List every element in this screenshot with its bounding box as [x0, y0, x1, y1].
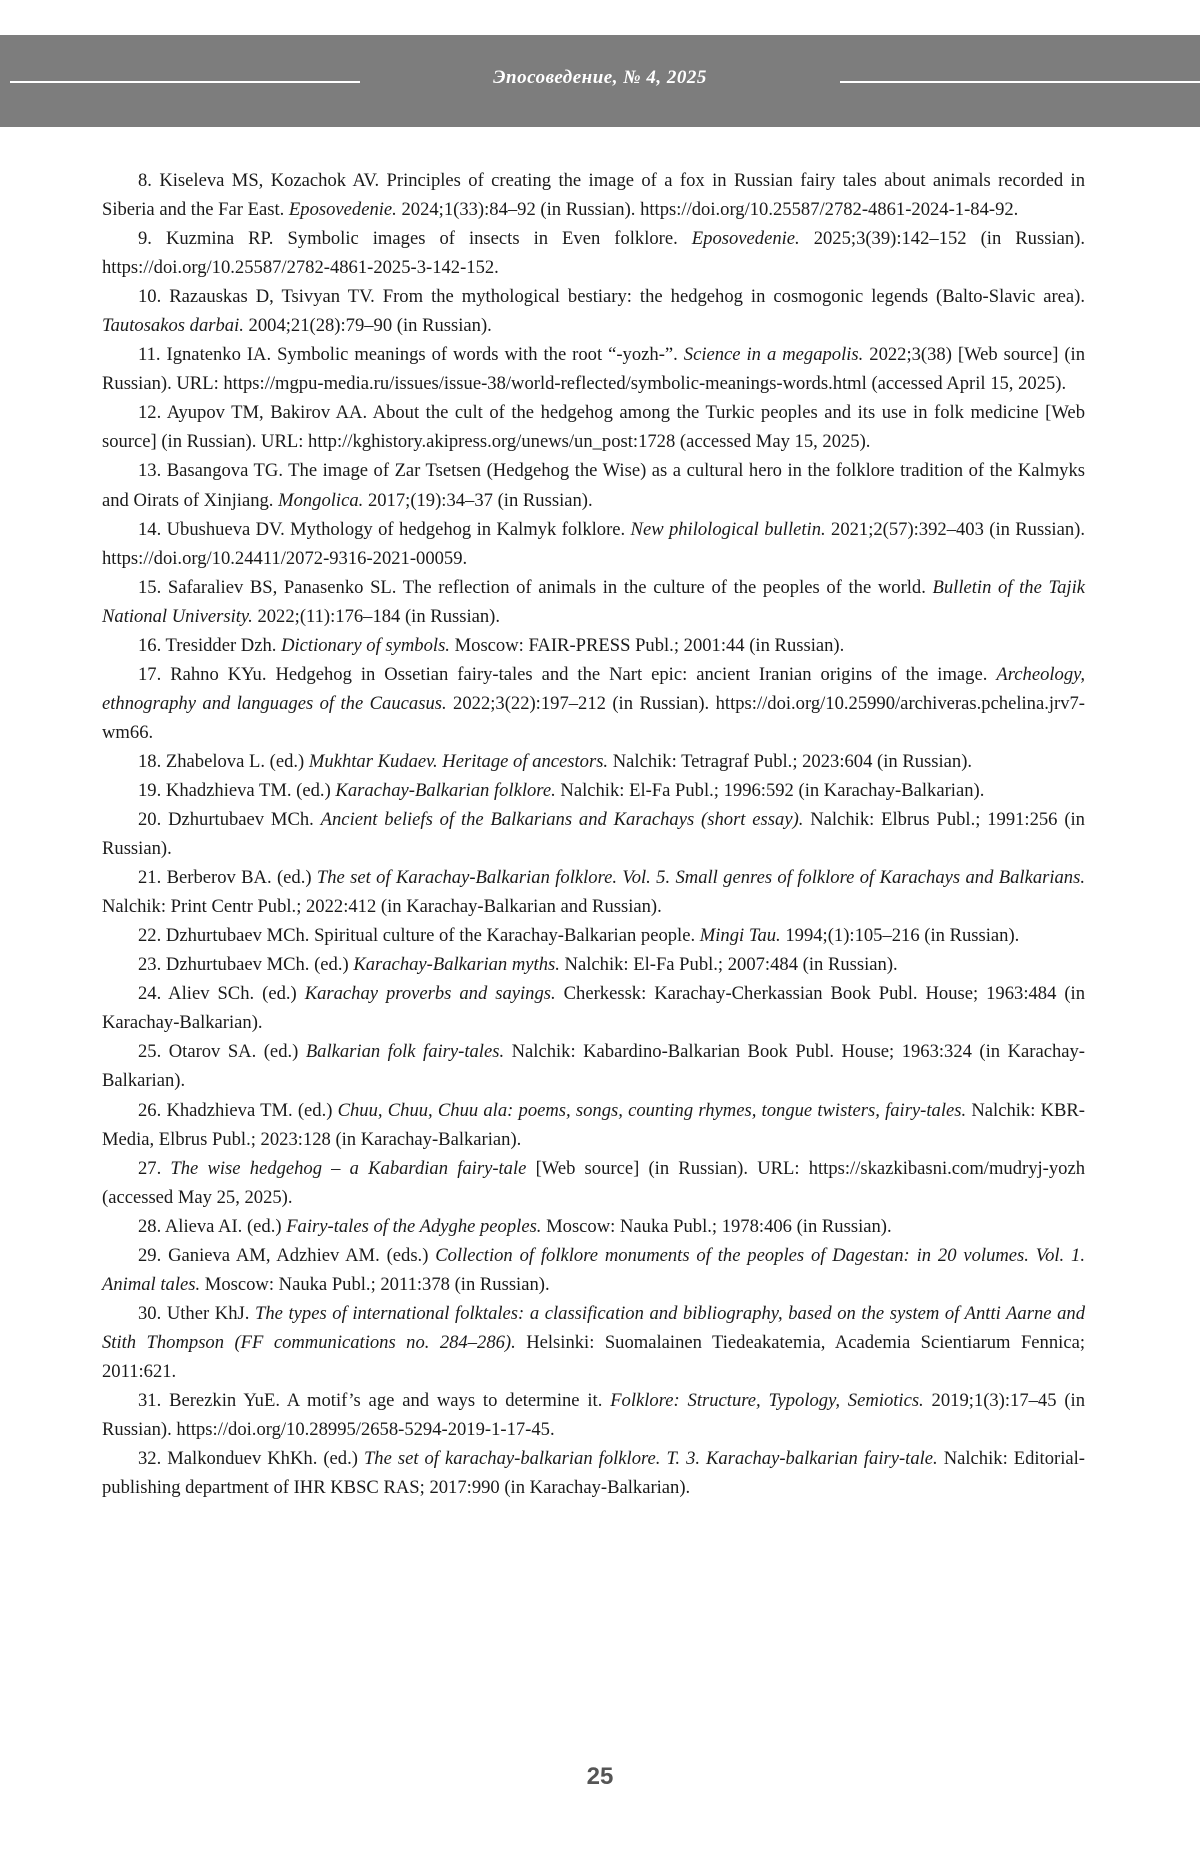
reference-text-part: 2017;(19):34–37 (in Russian).	[363, 489, 593, 511]
reference-text-part: 2022;(11):176–184 (in Russian).	[252, 605, 501, 627]
reference-item	[102, 776, 1085, 805]
reference-text-part: Moscow: FAIR-PRESS Publ.; 2001:44 (in Russian).	[449, 634, 845, 656]
reference-item	[102, 1037, 1085, 1095]
reference-italic-part: Balkarian folk fairy-tales.	[305, 1041, 505, 1063]
reference-italic-part: Mongolica.	[278, 489, 364, 511]
reference-item	[102, 863, 1085, 921]
reference-text-part: 2025;3(39):142–152 (in Russian). https://doi.org/10.25587/2782-4861-2025-3-142-152.	[102, 228, 1085, 279]
reference-italic-part: Collection of folklore monuments of the peoples of Dagestan: in 20 volumes. Vol. 1. Animal tales.	[102, 1244, 1085, 1295]
reference-italic-part: Tautosakos darbai.	[102, 315, 244, 337]
reference-text-part: 26. Khadzhieva TM. (ed.)	[138, 1099, 338, 1121]
reference-item	[102, 660, 1085, 747]
reference-text-part: 16. Tresidder Dzh.	[138, 634, 282, 656]
reference-text-part: 28. Alieva AI. (ed.)	[138, 1215, 287, 1237]
reference-text-part: 20. Dzhurtubaev MCh.	[138, 809, 321, 831]
reference-text-part: Moscow: Nauka Publ.; 1978:406 (in Russian).	[541, 1215, 892, 1237]
reference-item	[102, 950, 1085, 979]
page-number: 25	[586, 1763, 614, 1790]
reference-italic-part: Karachay-Balkarian myths.	[353, 954, 560, 976]
reference-text-part: 1994;(1):105–216 (in Russian).	[780, 925, 1020, 947]
reference-item	[102, 1241, 1085, 1299]
reference-text-part: 2022;3(22):197–212 (in Russian). https://doi.org/10.25990/archiveras.pchelina.jrv7-wm66.	[102, 692, 1085, 743]
reference-text-part: 2019;1(3):17–45 (in Russian). https://doi.org/10.28995/2658-5294-2019-1-17-45.	[102, 1389, 1086, 1441]
reference-item	[102, 456, 1085, 514]
reference-text-part: 29. Ganieva AM, Adzhiev AM. (eds.)	[138, 1244, 436, 1266]
reference-text-part: 2004;21(28):79–90 (in Russian).	[243, 315, 492, 337]
reference-italic-part: The types of international folktales: a classification and bibliography, based on the system of Antti Aarne and Stith Thompson (FF communications no. 284–286).	[102, 1302, 1085, 1353]
reference-text-part: 21. Berberov BA. (ed.)	[138, 867, 317, 889]
reference-text-part: 9. Kuzmina RP. Symbolic images of insects in Even folklore.	[138, 228, 692, 250]
reference-italic-part: Karachay proverbs and sayings.	[304, 983, 556, 1005]
reference-item	[102, 340, 1085, 398]
reference-italic-part: The set of Karachay-Balkarian folklore. Vol. 5. Small genres of folklore of Karachays and Balkarians.	[316, 867, 1085, 889]
reference-text-part: 32. Malkonduev KhKh. (ed.)	[138, 1448, 364, 1470]
reference-italic-part: Eposovedenie.	[691, 228, 800, 250]
reference-text-part: 17. Rahno KYu. Hedgehog in Ossetian fairy-tales and the Nart epic: ancient Iranian origins of the image.	[138, 663, 997, 685]
header-rule-left	[10, 81, 360, 83]
reference-italic-part: Mingi Tau.	[699, 925, 781, 947]
reference-item	[102, 398, 1085, 456]
reference-text-part: Nalchik: El-Fa Publ.; 1996:592 (in Karachay-Balkarian).	[555, 779, 985, 801]
reference-italic-part: The wise hedgehog – a Kabardian fairy-tale	[170, 1157, 527, 1179]
reference-text-part: Nalchik: Print Centr Publ.; 2022:412 (in Karachay-Balkarian and Russian).	[102, 896, 662, 918]
journal-title: Эпосоведение, № 4, 2025	[493, 67, 707, 88]
reference-italic-part: Fairy-tales of the Adyghe peoples.	[286, 1215, 542, 1237]
reference-item	[102, 1096, 1085, 1154]
reference-text-part: 19. Khadzhieva TM. (ed.)	[138, 779, 336, 801]
reference-italic-part: Archeology, ethnography and languages of the Caucasus.	[102, 663, 1085, 714]
reference-italic-part: Chuu, Chuu, Chuu ala: poems, songs, counting rhymes, tongue twisters, fairy-tales.	[337, 1099, 967, 1121]
reference-item	[102, 282, 1085, 340]
reference-text-part: Helsinki: Suomalainen Tiedeakatemia, Academia Scientiarum Fennica; 2011:621.	[102, 1331, 1085, 1382]
reference-text-part: 14. Ubushueva DV. Mythology of hedgehog in Kalmyk folklore.	[138, 518, 631, 540]
reference-text-part: Nalchik: Editorial-publishing department of IHR KBSC RAS; 2017:990 (in Karachay-Balkarian).	[102, 1448, 1085, 1499]
reference-item	[102, 1299, 1085, 1386]
reference-text-part: Nalchik: Tetragraf Publ.; 2023:604 (in Russian).	[608, 750, 973, 772]
header-rule-right	[840, 81, 1200, 83]
reference-italic-part: Mukhtar Kudaev. Heritage of ancestors.	[308, 750, 609, 772]
reference-item	[102, 166, 1085, 224]
reference-text-part: Nalchik: Elbrus Publ.; 1991:256 (in Russian).	[102, 809, 1085, 860]
reference-text-part: 11. Ignatenko IA. Symbolic meanings of words with the root “-yozh-”.	[138, 344, 684, 366]
reference-text-part: 24. Aliev SCh. (ed.)	[138, 983, 305, 1005]
reference-italic-part: Eposovedenie.	[288, 199, 397, 221]
reference-text-part: 15. Safaraliev BS, Panasenko SL. The reflection of animals in the culture of the peoples of the world.	[138, 576, 933, 598]
reference-text-part: 2024;1(33):84–92 (in Russian). https://doi.org/10.25587/2782-4861-2024-1-84-92.	[396, 199, 1019, 221]
reference-italic-part: Dictionary of symbols.	[281, 634, 450, 656]
reference-text-part: 31. Berezkin YuE. A motif’s age and ways to determine it.	[138, 1389, 611, 1411]
reference-text-part: 30. Uther KhJ.	[138, 1302, 255, 1324]
reference-item	[102, 1444, 1085, 1502]
reference-item	[102, 631, 1085, 660]
reference-text-part: 25. Otarov SA. (ed.)	[138, 1041, 306, 1063]
reference-item	[102, 979, 1085, 1037]
reference-text-part: Nalchik: KBR-Media, Elbrus Publ.; 2023:128 (in Karachay-Balkarian).	[102, 1099, 1085, 1150]
reference-italic-part: Karachay-Balkarian folklore.	[335, 779, 556, 801]
reference-text-part: 18. Zhabelova L. (ed.)	[138, 750, 309, 772]
reference-text-part: Nalchik: Kabardino-Balkarian Book Publ. House; 1963:324 (in Karachay-Balkarian).	[102, 1041, 1085, 1092]
reference-item	[102, 747, 1085, 776]
reference-text-part: Cherkessk: Karachay-Cherkassian Book Publ. House; 1963:484 (in Karachay-Balkarian).	[102, 983, 1086, 1034]
reference-italic-part: Folklore: Structure, Typology, Semiotics.	[610, 1389, 924, 1411]
reference-item	[102, 1212, 1085, 1241]
reference-item	[102, 573, 1085, 631]
reference-italic-part: New philological bulletin.	[630, 518, 826, 540]
reference-italic-part: Ancient beliefs of the Balkarians and Karachays (short essay).	[320, 809, 804, 831]
reference-text-part: 2021;2(57):392–403 (in Russian). https://doi.org/10.24411/2072-9316-2021-00059.	[102, 518, 1085, 569]
reference-text-part: Moscow: Nauka Publ.; 2011:378 (in Russian).	[200, 1273, 550, 1295]
reference-item	[102, 805, 1085, 863]
reference-italic-part: Bulletin of the Tajik National University.	[102, 576, 1085, 627]
reference-text-part: 12. Ayupov TM, Bakirov AA. About the cult of the hedgehog among the Turkic peoples and its use in folk medicine [Web source] (in Russian). URL: http://kghistory.akipress.org/unews/un_post:1728 (accessed May 15, 2025).	[102, 402, 1085, 453]
reference-text-part: 10. Razauskas D, Tsivyan TV. From the mythological bestiary: the hedgehog in cosmogonic legends (Balto-Slavic area).	[138, 286, 1085, 308]
reference-text-part: [Web source] (in Russian). URL: https://skazkibasni.com/mudryj-yozh (accessed May 25, 2025).	[102, 1157, 1086, 1208]
reference-item	[102, 224, 1085, 282]
reference-italic-part: Science in a megapolis.	[683, 344, 864, 366]
reference-text-part: 27.	[138, 1157, 171, 1179]
reference-text-part: 8. Kiseleva MS, Kozachok AV. Principles of creating the image of a fox in Russian fairy tales about animals recorded in Siberia and the Far East.	[102, 170, 1085, 221]
reference-text-part: Nalchik: El-Fa Publ.; 2007:484 (in Russian).	[559, 954, 898, 976]
reference-item	[102, 1386, 1085, 1444]
running-header	[0, 35, 1200, 127]
reference-text-part: 23. Dzhurtubaev MCh. (ed.)	[138, 954, 354, 976]
reference-item	[102, 921, 1085, 950]
reference-italic-part: The set of karachay-balkarian folklore. T. 3. Karachay-balkarian fairy-tale.	[363, 1448, 938, 1470]
reference-item	[102, 515, 1085, 573]
reference-text-part: 22. Dzhurtubaev MCh. Spiritual culture of the Karachay-Balkarian people.	[138, 925, 700, 947]
reference-text-part: 2022;3(38) [Web source] (in Russian). URL: https://mgpu-media.ru/issues/issue-38/world-reflected/symbolic-meanings-words.html (accessed April 15, 2025).	[102, 344, 1086, 395]
reference-list	[102, 166, 1085, 1502]
reference-text-part: 13. Basangova TG. The image of Zar Tsetsen (Hedgehog the Wise) as a cultural hero in the folklore tradition of the Kalmyks and Oirats of Xinjiang.	[102, 460, 1085, 511]
reference-item	[102, 1154, 1085, 1212]
